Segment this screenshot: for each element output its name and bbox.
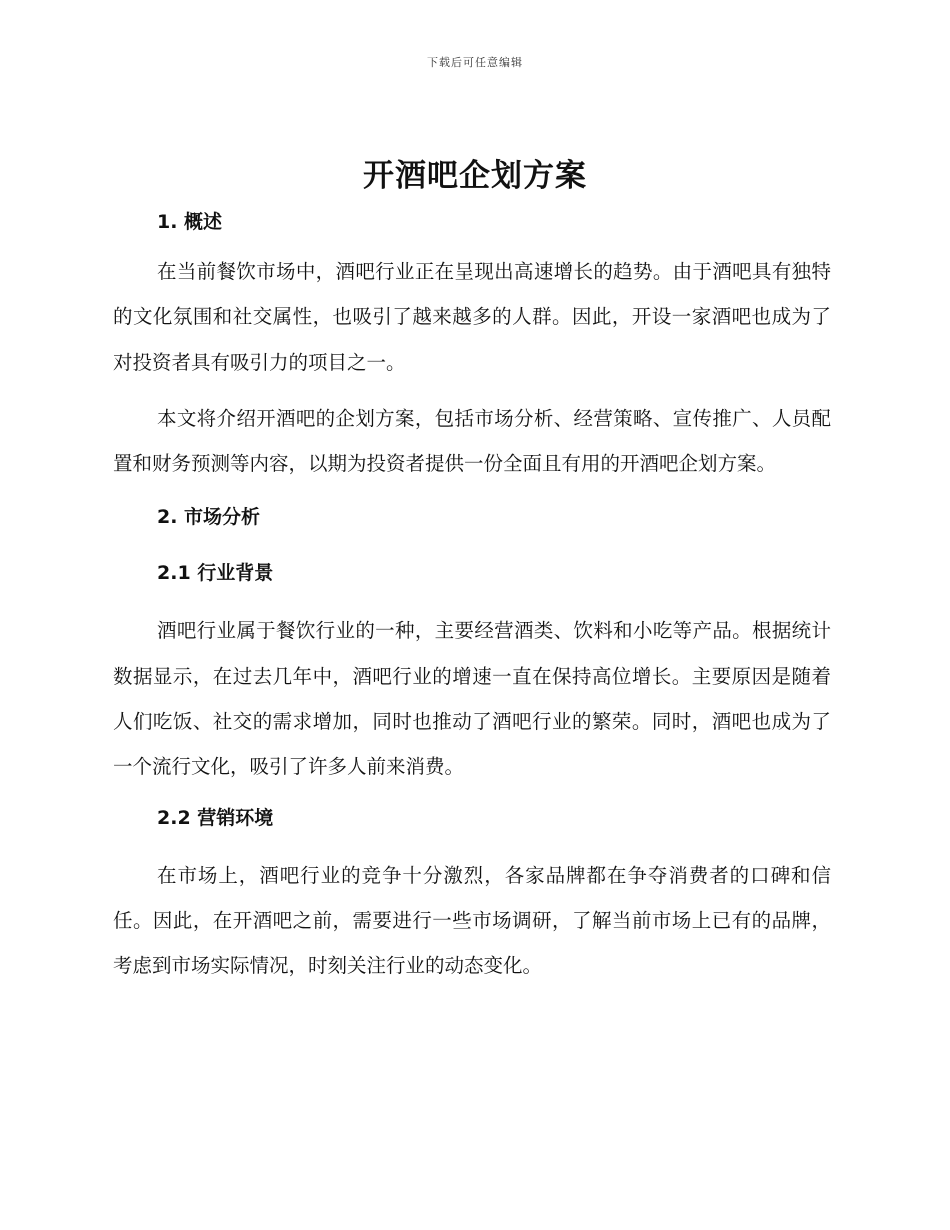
subsection-heading-marketing-environment: 2.2 营销环境 (157, 806, 274, 829)
document-body (113, 205, 831, 989)
header-note: 下载后可任意编辑 (427, 56, 523, 69)
document-title: 开酒吧企划方案 (363, 158, 587, 194)
section-heading-overview: 1. 概述 (157, 211, 223, 233)
subsection-heading-industry-background: 2.1 行业背景 (157, 562, 274, 585)
section-heading-market-analysis: 2. 市场分析 (157, 506, 261, 529)
paragraph-industry-background: 酒吧行业属于餐饮行业的一种，主要经营酒类、饮料和小吃等产品。根据统计数据显示，在过去几年中，酒吧行业的增速一直在保持高位增长。主要原因是随着人们吃饭、社交的需求增加，同时也推动了酒吧行业的繁荣。同时，酒吧也成为了一个流行文化，吸引了许多人前来消费。 (113, 619, 831, 779)
paragraph-overview-2: 本文将介绍开酒吧的企划方案，包括市场分析、经营策略、宣传推广、人员配置和财务预测等内容，以期为投资者提供一份全面且有用的开酒吧企划方案。 (113, 406, 831, 476)
paragraph-marketing-environment: 在市场上，酒吧行业的竞争十分激烈，各家品牌都在争夺消费者的口碑和信任。因此，在开酒吧之前，需要进行一些市场调研，了解当前市场上已有的品牌，考虑到市场实际情况，时刻关注行业的动态变化。 (113, 863, 831, 978)
paragraph-overview-1: 在当前餐饮市场中，酒吧行业正在呈现出高速增长的趋势。由于酒吧具有独特的文化氛围和社交属性，也吸引了越来越多的人群。因此，开设一家酒吧也成为了对投资者具有吸引力的项目之一。 (113, 260, 831, 374)
